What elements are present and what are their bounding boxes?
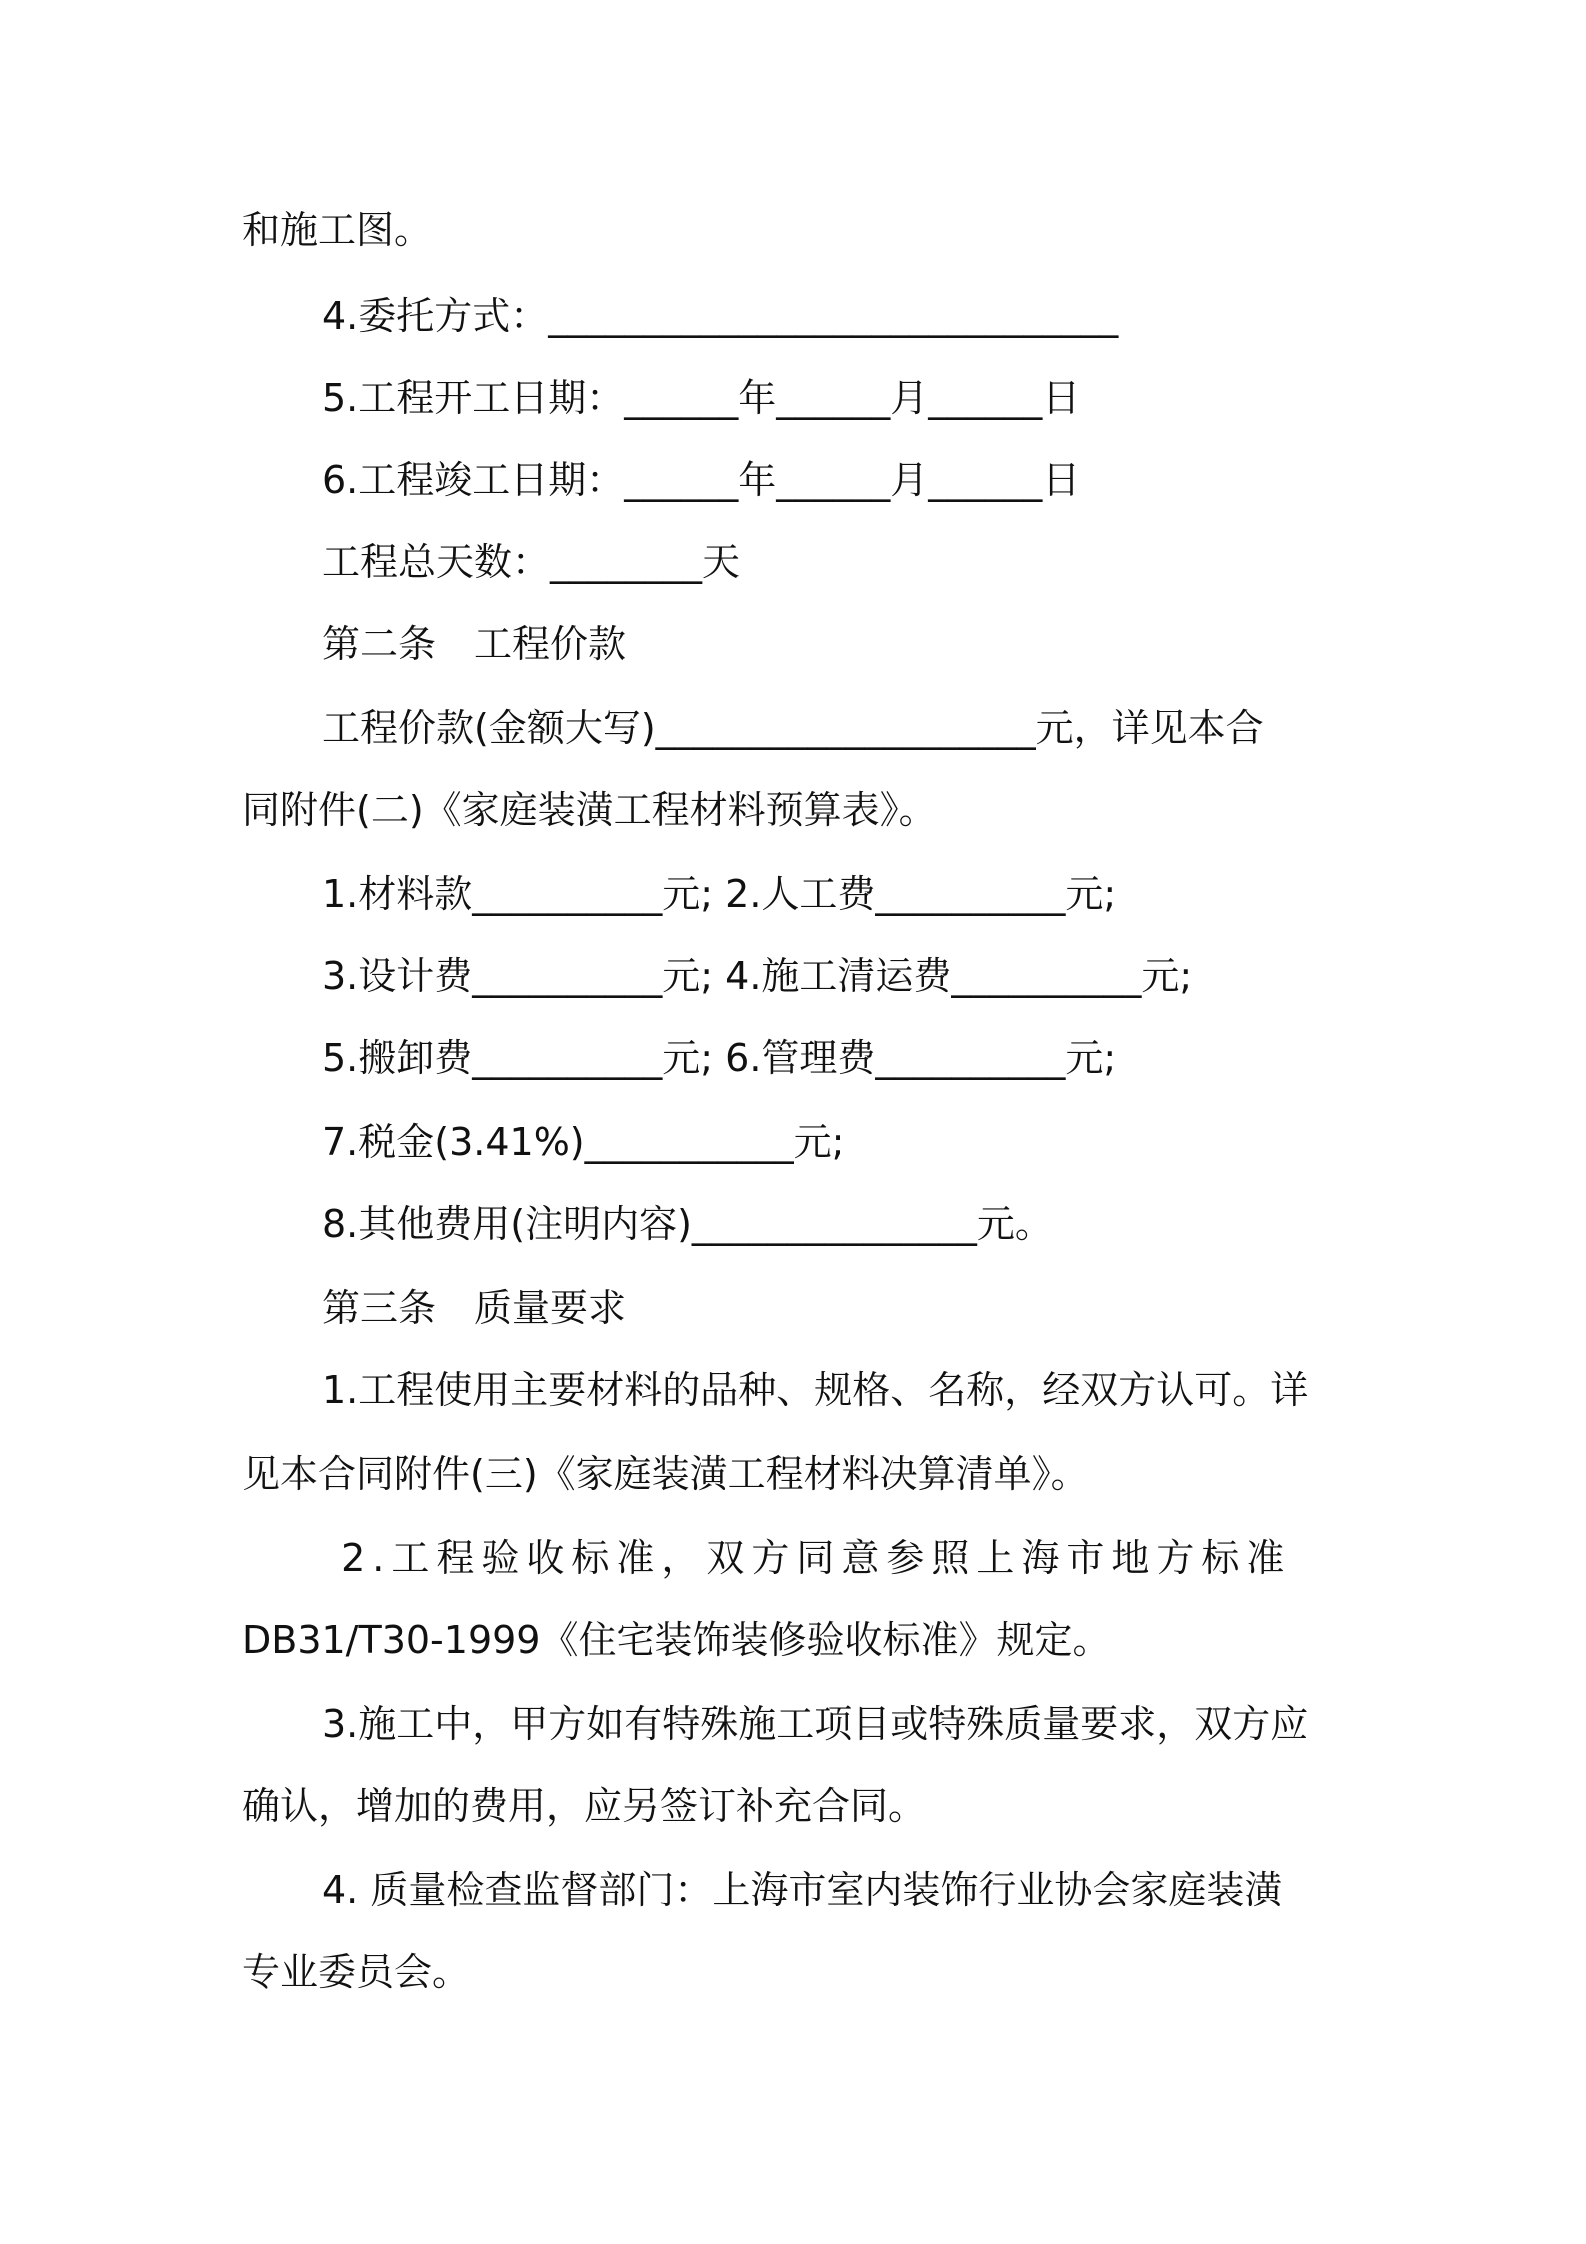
quality-item-4-continued: 专业委员会。 xyxy=(242,1950,471,1994)
fee-line-tax: 7.税金(3.41%)___________元; xyxy=(322,1120,845,1164)
quality-item-1-continued: 见本合同附件(三)《家庭装潢工程材料决算清单》。 xyxy=(242,1452,1089,1496)
quality-item-1: 1.工程使用主要材料的品种、规格、名称，经双方认可。详 xyxy=(322,1368,1309,1412)
quality-item-3-continued: 确认，增加的费用，应另签订补充合同。 xyxy=(242,1784,927,1828)
clause-total-days: 工程总天数：________天 xyxy=(322,540,741,584)
article-heading-quality: 第三条 质量要求 xyxy=(322,1286,627,1330)
paragraph-project-price: 工程价款(金额大写)____________________元，详见本合 xyxy=(322,706,1264,750)
quality-item-2-continued: DB31/T30-1999《住宅装饰装修验收标准》规定。 xyxy=(242,1618,1111,1662)
article-heading-project-price: 第二条 工程价款 xyxy=(322,622,627,666)
quality-item-3: 3.施工中，甲方如有特殊施工项目或特殊质量要求，双方应 xyxy=(322,1702,1309,1746)
fee-line-other: 8.其他费用(注明内容)_______________元。 xyxy=(322,1202,1053,1246)
clause-entrust-method: 4.委托方式：______________________________ xyxy=(322,294,1119,338)
quality-item-4: 4. 质量检查监督部门：上海市室内装饰行业协会家庭装潢 xyxy=(322,1868,1283,1912)
fee-line-handling-management: 5.搬卸费__________元; 6.管理费__________元; xyxy=(322,1036,1117,1080)
clause-start-date: 5.工程开工日期：______年______月______日 xyxy=(322,376,1081,420)
paragraph-project-price-continued: 同附件(二)《家庭装潢工程材料预算表》。 xyxy=(242,788,937,832)
clause-completion-date: 6.工程竣工日期：______年______月______日 xyxy=(322,458,1081,502)
quality-item-2: 2.工程验收标准，双方同意参照上海市地方标准 xyxy=(322,1536,1292,1580)
text-line-continuation: 和施工图。 xyxy=(242,208,433,252)
fee-line-material-labor: 1.材料款__________元; 2.人工费__________元; xyxy=(322,872,1117,916)
fee-line-design-cleanup: 3.设计费__________元; 4.施工清运费__________元; xyxy=(322,954,1193,998)
